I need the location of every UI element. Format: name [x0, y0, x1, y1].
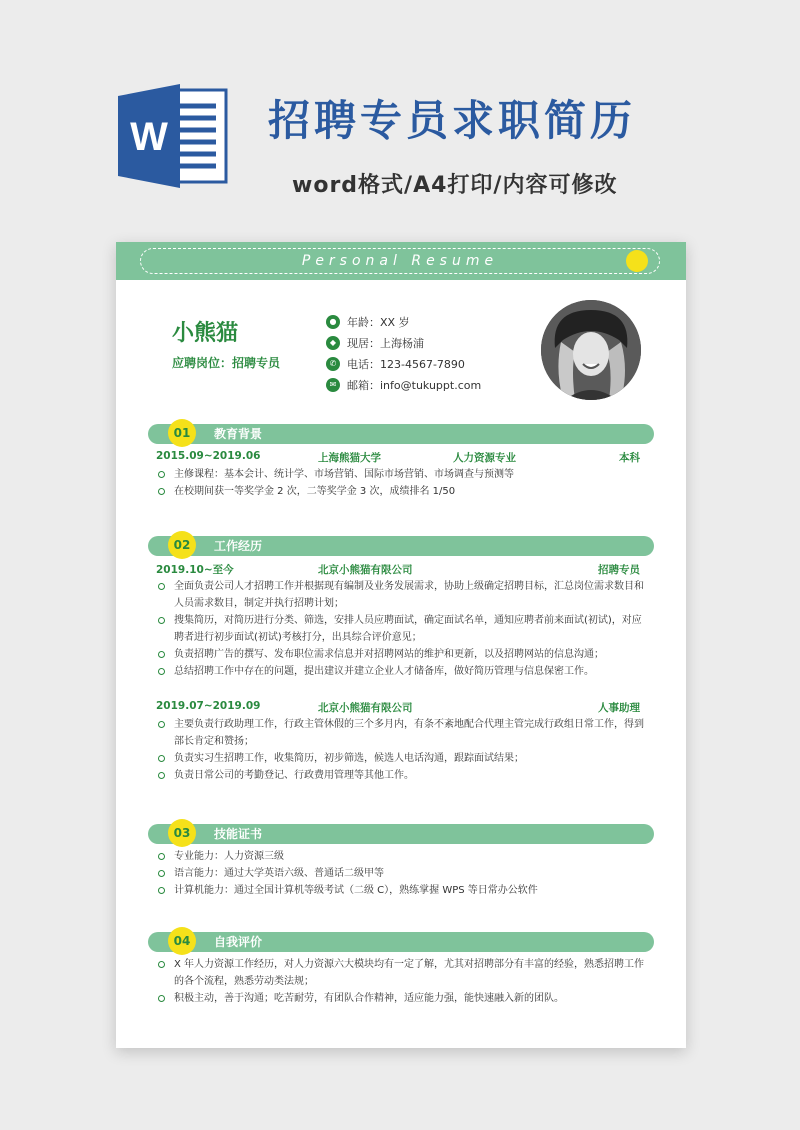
section-title: 教育背景 [214, 427, 263, 441]
person-icon: ● [326, 315, 340, 329]
edu-major: 人力资源专业 [453, 452, 516, 464]
section-title: 工作经历 [214, 539, 263, 553]
list-item: 负责招聘广告的撰写、发布职位需求信息并对招聘网站的维护和更新，以及招聘网站的信息沟通； [156, 646, 654, 663]
job-header [148, 698, 654, 716]
contact-phone [326, 354, 481, 374]
contact-mail [326, 375, 481, 395]
contact-text: 电话：123-4567-7890 [347, 358, 465, 371]
section-work [148, 536, 654, 784]
list-item: 专业能力：人力资源三级 [156, 848, 654, 865]
job-role: 人事助理 [598, 702, 640, 714]
section-header [148, 536, 654, 556]
list-item: 负责日常公司的考勤登记、行政费用管理等其他工作。 [156, 767, 654, 784]
mail-icon: ✉ [326, 378, 340, 392]
promo-title: 招聘专员求职简历 [268, 96, 637, 145]
contact-text: 现居：上海杨浦 [347, 337, 424, 350]
job-company: 北京小熊猫有限公司 [318, 702, 413, 714]
contact-age [326, 312, 481, 332]
list-item: 主要负责行政助理工作，行政主管休假的三个多月内，有条不紊地配合代理主管完成行政组日常工作，得到部长肯定和赞扬； [156, 716, 654, 750]
section-education [148, 424, 654, 500]
candidate-name: 小熊猫 [172, 321, 239, 346]
section-number: 02 [168, 531, 196, 559]
banner-dot-icon [626, 250, 648, 272]
section-self-evaluation [148, 932, 654, 1007]
word-letter: W [130, 115, 168, 159]
edu-date: 2015.09~2019.06 [156, 450, 261, 462]
section-number: 01 [168, 419, 196, 447]
contact-text: 邮箱：info@tukuppt.com [347, 379, 482, 392]
section-header [148, 424, 654, 444]
word-icon [118, 84, 230, 188]
list-item: X 年人力资源工作经历，对人力资源六大模块均有一定了解，尤其对招聘部分有丰富的经验，熟悉招聘工作的各个流程，熟悉劳动类法规； [156, 956, 654, 990]
job-date: 2019.07~2019.09 [156, 700, 261, 712]
section-skills [148, 824, 654, 899]
list-item: 全面负责公司人才招聘工作并根据现有编制及业务发展需求，协助上级确定招聘目标，汇总岗位需求数目和人员需求数目，制定并执行招聘计划； [156, 578, 654, 612]
banner-text: Personal Resume [140, 248, 660, 274]
job-header [148, 560, 654, 578]
section-header [148, 932, 654, 952]
job-company: 北京小熊猫有限公司 [318, 564, 413, 576]
list-item: 在校期间获一等奖学金 2 次，二等奖学金 3 次，成绩排名 1/50 [156, 483, 654, 500]
list-item: 语言能力：通过大学英语六级、普通话二级甲等 [156, 865, 654, 882]
contact-text: 年龄：XX 岁 [347, 316, 410, 329]
education-row [148, 448, 654, 466]
section-title: 技能证书 [214, 827, 263, 841]
section-header [148, 824, 654, 844]
section-number: 03 [168, 819, 196, 847]
phone-icon: ✆ [326, 357, 340, 371]
list-item: 计算机能力：通过全国计算机等级考试（二级 C），熟练掌握 WPS 等日常办公软件 [156, 882, 654, 899]
edu-school: 上海熊猫大学 [318, 452, 381, 464]
resume-page [116, 242, 686, 1048]
list-item: 搜集简历，对简历进行分类、筛选，安排人员应聘面试，确定面试名单，通知应聘者前来面试(初试)，对应聘者进行初步面试(初试)考核打分，出具综合评价意见； [156, 612, 654, 646]
list-item: 总结招聘工作中存在的问题，提出建议并建立企业人才储备库，做好简历管理与信息保密工作。 [156, 663, 654, 680]
section-title: 自我评价 [214, 935, 263, 949]
contact-location [326, 333, 481, 353]
applied-position: 应聘岗位：招聘专员 [172, 356, 281, 370]
banner [116, 242, 686, 280]
list-item: 主修课程：基本会计、统计学、市场营销、国际市场营销、市场调查与预测等 [156, 466, 654, 483]
job-date: 2019.10~至今 [156, 564, 234, 576]
list-item: 积极主动，善于沟通；吃苦耐劳，有团队合作精神，适应能力强，能快速融入新的团队。 [156, 990, 654, 1007]
edu-degree: 本科 [619, 452, 640, 464]
job-role: 招聘专员 [598, 564, 640, 576]
contact-list [326, 312, 481, 396]
profile-photo [541, 300, 641, 400]
list-item: 负责实习生招聘工作，收集简历，初步筛选，候选人电话沟通，跟踪面试结果； [156, 750, 654, 767]
location-icon: ◆ [326, 336, 340, 350]
promo-subtitle: word格式/A4打印/内容可修改 [292, 173, 618, 198]
section-number: 04 [168, 927, 196, 955]
